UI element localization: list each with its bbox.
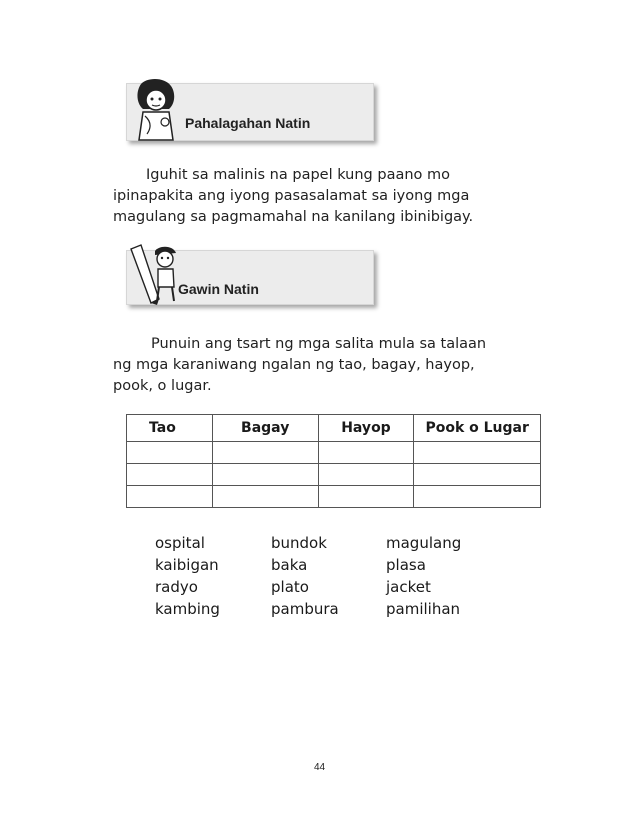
table-cell[interactable] bbox=[127, 464, 213, 486]
table-cell[interactable] bbox=[212, 486, 318, 508]
table-row bbox=[127, 486, 541, 508]
paragraph-line: Iguhit sa malinis na papel kung paano mo bbox=[146, 167, 451, 183]
table-cell[interactable] bbox=[414, 486, 541, 508]
column-header-hayop: Hayop bbox=[318, 415, 414, 442]
table-cell[interactable] bbox=[414, 464, 541, 486]
word-bank-column-3 bbox=[386, 532, 461, 620]
page-number: 44 bbox=[313, 762, 326, 773]
table-row bbox=[127, 442, 541, 464]
word-item: kaibigan bbox=[155, 556, 219, 574]
table-row bbox=[127, 464, 541, 486]
column-header-bagay: Bagay bbox=[212, 415, 318, 442]
table-cell[interactable] bbox=[318, 464, 414, 486]
table-cell[interactable] bbox=[212, 442, 318, 464]
paragraph-line: pook, o lugar. bbox=[113, 378, 212, 394]
table-cell[interactable] bbox=[318, 486, 414, 508]
word-item: bundok bbox=[271, 534, 327, 552]
word-item: baka bbox=[271, 556, 308, 574]
paragraph-line: ng mga karaniwang ngalan ng tao, bagay, hayop, bbox=[113, 357, 475, 373]
word-bank-column-1 bbox=[155, 532, 220, 620]
word-item: ospital bbox=[155, 534, 205, 552]
paragraph-line: ipinapakita ang iyong pasasalamat sa iyong mga bbox=[113, 188, 470, 204]
instruction-paragraph-chart bbox=[113, 334, 553, 397]
word-item: plato bbox=[271, 578, 309, 596]
table-cell[interactable] bbox=[127, 442, 213, 464]
word-item: jacket bbox=[386, 578, 431, 596]
table-cell[interactable] bbox=[318, 442, 414, 464]
word-item: radyo bbox=[155, 578, 198, 596]
paragraph-line: magulang sa pagmamahal na kanilang ibinibigay. bbox=[113, 209, 474, 225]
pahalagahan-natin-banner bbox=[126, 83, 374, 141]
table-cell[interactable] bbox=[414, 442, 541, 464]
girl-mascot-icon bbox=[125, 78, 183, 142]
word-item: kambing bbox=[155, 600, 220, 618]
section-title-gawin: Gawin Natin bbox=[178, 281, 259, 297]
word-item: pambura bbox=[271, 600, 339, 618]
noun-chart-table bbox=[126, 414, 541, 508]
column-header-tao: Tao bbox=[127, 415, 213, 442]
boy-with-pencil-icon bbox=[125, 243, 181, 305]
instruction-paragraph-drawing bbox=[113, 165, 553, 228]
word-bank-column-2 bbox=[271, 532, 339, 620]
table-header-row bbox=[127, 415, 541, 442]
table-cell[interactable] bbox=[212, 464, 318, 486]
word-item: plasa bbox=[386, 556, 426, 574]
column-header-pook-o-lugar: Pook o Lugar bbox=[414, 415, 541, 442]
section-title-pahalagahan: Pahalagahan Natin bbox=[185, 115, 311, 131]
gawin-natin-banner bbox=[126, 250, 374, 305]
paragraph-line: Punuin ang tsart ng mga salita mula sa talaan bbox=[151, 336, 487, 352]
word-item: magulang bbox=[386, 534, 462, 552]
word-item: pamilihan bbox=[386, 600, 461, 618]
table-cell[interactable] bbox=[127, 486, 213, 508]
